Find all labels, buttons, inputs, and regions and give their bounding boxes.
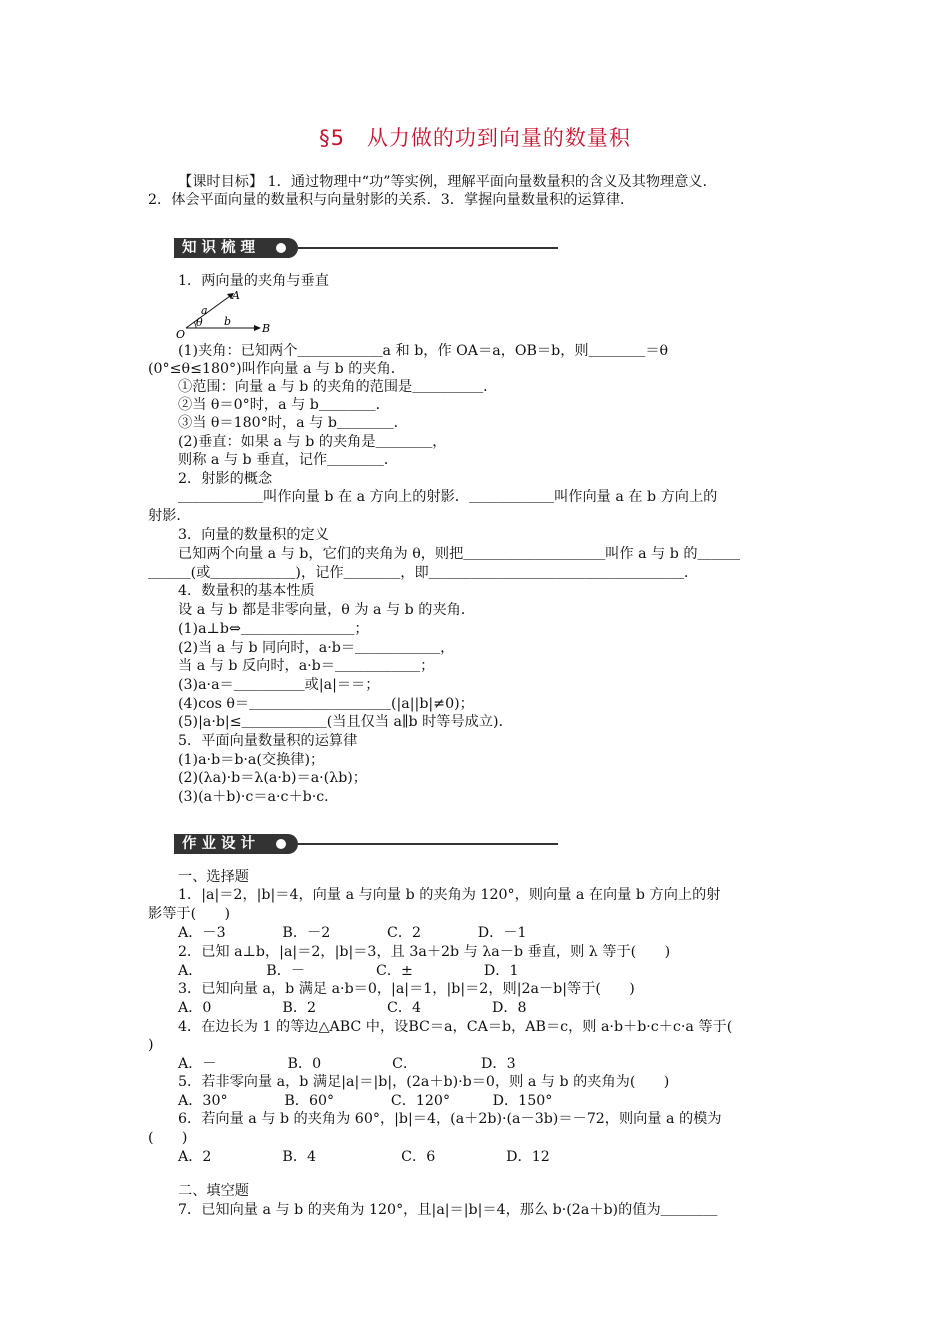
figure-label-theta: θ (196, 316, 203, 329)
knowledge-line: (4)cos θ＝＿＿＿＿＿＿＿＿＿＿(|a||b|≠0)； (178, 696, 474, 712)
knowledge-line: (1)a·b＝b·a(交换律)； (178, 752, 325, 768)
knowledge-line: 5．平面向量数量积的运算律 (178, 733, 358, 749)
knowledge-line: (2)垂直：如果 a 与 b 的夹角是＿＿＿＿， (178, 434, 447, 450)
homework-line: A．2 B．4 C．6 D．12 (178, 1149, 550, 1165)
knowledge-line: ③当 θ＝180°时，a 与 b＿＿＿＿． (178, 415, 408, 431)
knowledge-line: ＿＿＿(或＿＿＿＿＿＿)，记作＿＿＿＿，即＿＿＿＿＿＿＿＿＿＿＿＿＿＿＿＿＿＿． (148, 565, 699, 581)
objectives-line-1: 【课时目标】 1．通过物理中“功”等实例，理解平面向量数量积的含义及其物理意义． (178, 174, 717, 190)
homework-line: ( ) (148, 1130, 188, 1146)
vector-b-arrowhead-icon (254, 325, 261, 331)
page-title: §5 从力做的功到向量的数量积 (319, 126, 631, 150)
knowledge-line: 已知两个向量 a 与 b，它们的夹角为 θ，则把＿＿＿＿＿＿＿＿＿＿叫作 a 与 b 的＿＿＿ (178, 546, 741, 562)
homework-line: 影等于( ) (148, 906, 231, 922)
knowledge-line: ＿＿＿＿＿＿叫作向量 b 在 a 方向上的射影．＿＿＿＿＿＿叫作向量 a 在 b 方向上的 (178, 489, 718, 505)
knowledge-line: 4．数量积的基本性质 (178, 583, 315, 599)
knowledge-line: (1)夹角：已知两个＿＿＿＿＿＿a 和 b，作 OA＝a，OB＝b，则＿＿＿＿＝θ (178, 343, 669, 359)
banner-dot-icon (276, 243, 286, 253)
knowledge-line: 3．向量的数量积的定义 (178, 527, 329, 543)
homework-line: 3．已知向量 a，b 满足 a·b＝0，|a|＝1，|b|＝2，则|2a－b|等于( ) (178, 981, 635, 997)
knowledge-line: ①范围：向量 a 与 b 的夹角的范围是＿＿＿＿＿． (178, 379, 498, 395)
knowledge-line: (2)当 a 与 b 同向时，a·b＝＿＿＿＿＿＿， (178, 640, 455, 656)
knowledge-line: 2．射影的概念 (178, 471, 273, 487)
knowledge-line: 当 a 与 b 反向时，a·b＝＿＿＿＿＿＿； (178, 658, 435, 674)
homework-line: A．30° B．60° C．120° D．150° (178, 1093, 553, 1109)
homework-line: A．－ B．0 C． D．3 (178, 1056, 516, 1072)
figure-label-O: O (176, 328, 186, 340)
homework-line: 4．在边长为 1 的等边△ABC 中，设BC＝a，CA＝b，AB＝c，则 a·b＋b·c＋c·a 等于( (178, 1019, 733, 1035)
knowledge-line: (3)a·a＝＿＿＿＿＿或|a|＝＝； (178, 677, 380, 693)
knowledge-line: 射影． (148, 508, 191, 524)
homework-section-banner (174, 834, 558, 854)
objectives-line-2: 2．体会平面向量的数量积与向量射影的关系．3．掌握向量数量积的运算律． (148, 192, 635, 208)
figure-label-a: a (201, 304, 208, 317)
homework-line: A． B．－ C．± D．1 (178, 963, 519, 979)
knowledge-line: 1．两向量的夹角与垂直 (178, 273, 329, 289)
knowledge-section-title: 知识梳理 (174, 238, 298, 258)
knowledge-line: (3)(a＋b)·c＝a·c＋b·c． (178, 789, 339, 805)
knowledge-section-banner (174, 238, 558, 258)
knowledge-line: 设 a 与 b 都是非零向量，θ 为 a 与 b 的夹角． (178, 602, 476, 618)
knowledge-line: (1)a⊥b⇔＿＿＿＿＿＿＿＿； (178, 621, 369, 637)
figure-label-B: B (262, 322, 271, 335)
homework-section-title: 作业设计 (174, 834, 298, 854)
homework-line: 1．|a|＝2，|b|＝4，向量 a 与向量 b 的夹角为 120°，则向量 a 在向量 b 方向上的射 (178, 887, 721, 903)
knowledge-line: (0°≤θ≤180°)叫作向量 a 与 b 的夹角． (148, 361, 405, 377)
homework-line: 一、选择题 (178, 869, 249, 885)
homework-line: A．0 B．2 C．4 D．8 (178, 1000, 527, 1016)
homework-line: 5．若非零向量 a，b 满足|a|＝|b|，(2a＋b)·b＝0，则 a 与 b 的夹角为( ) (178, 1074, 670, 1090)
homework-line: 7．已知向量 a 与 b 的夹角为 120°，且|a|＝|b|＝4，那么 b·(2a＋b)的值为＿＿＿＿ (178, 1202, 718, 1218)
homework-line: 二、填空题 (178, 1183, 249, 1199)
vector-angle-figure (174, 288, 274, 340)
knowledge-line: (5)|a·b|≤＿＿＿＿＿＿(当且仅当 a∥b 时等号成立)． (178, 714, 513, 730)
homework-line: ) (148, 1037, 154, 1053)
homework-line: 6．若向量 a 与 b 的夹角为 60°，|b|＝4，(a＋2b)·(a－3b)＝－72，则向量 a 的模为 (178, 1111, 722, 1127)
knowledge-line: 则称 a 与 b 垂直，记作＿＿＿＿． (178, 452, 399, 468)
knowledge-line: (2)(λa)·b＝λ(a·b)＝a·(λb)； (178, 770, 367, 786)
figure-label-A: A (232, 289, 240, 302)
homework-line: A．－3 B．－2 C．2 D．－1 (178, 925, 527, 941)
figure-label-b: b (224, 315, 232, 328)
homework-line: 2．已知 a⊥b，|a|＝2，|b|＝3，且 3a＋2b 与 λa－b 垂直，则 λ 等于( ) (178, 944, 671, 960)
banner-dot-icon (276, 839, 286, 849)
banner-rule (298, 247, 558, 249)
knowledge-line: ②当 θ＝0°时，a 与 b＿＿＿＿． (178, 397, 390, 413)
banner-rule (298, 843, 558, 845)
